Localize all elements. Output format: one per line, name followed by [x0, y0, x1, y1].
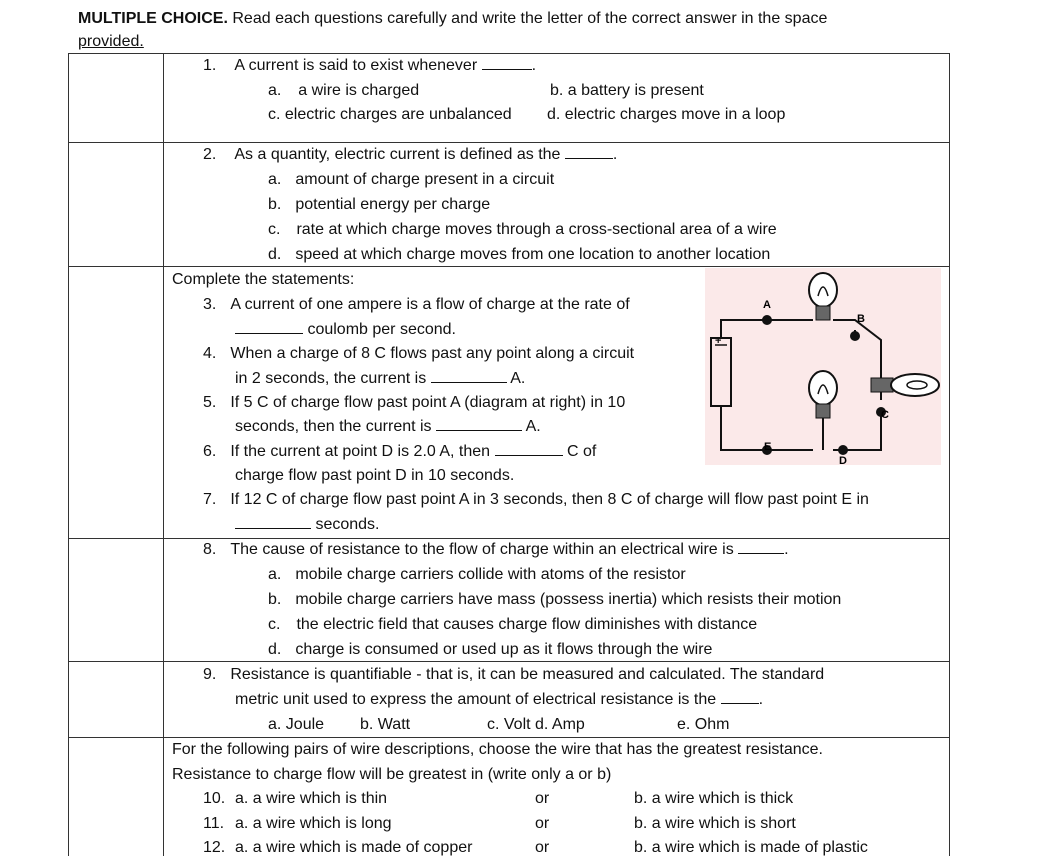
pairs-intro-line2: Resistance to charge flow will be greatest in (write only a or b): [172, 766, 612, 783]
question-1: 1. A current is said to exist whenever .: [203, 57, 537, 74]
label-d: D: [839, 455, 847, 465]
pair-row-num: 10.: [203, 790, 226, 807]
instructions: [78, 10, 827, 28]
q8-option-d: d. charge is consumed or used up as it flows through the wire: [268, 641, 713, 658]
table-row-divider: [68, 538, 950, 539]
pair-row-or: or: [535, 815, 550, 832]
question-8: 8. The cause of resistance to the flow of charge within an electrical wire is .: [203, 541, 789, 558]
table-border-right: [949, 53, 950, 856]
question-7: 7. If 12 C of charge flow past point A in 3 seconds, then 8 C of charge will flow past point E in: [203, 491, 869, 508]
q2-option-a: a. amount of charge present in a circuit: [268, 171, 555, 188]
table-row-divider: [68, 737, 950, 738]
point-b-dot: [850, 331, 860, 341]
pair-row-a: a. a wire which is made of copper: [235, 839, 473, 856]
answer-blank[interactable]: [235, 321, 303, 334]
pair-row-b: b. a wire which is short: [634, 815, 796, 832]
q9-option-e: e. Ohm: [677, 716, 730, 733]
circuit-diagram: [705, 268, 941, 465]
circuit-svg: [705, 268, 941, 465]
battery-plus-label: +: [715, 335, 722, 347]
answer-blank[interactable]: [436, 418, 522, 431]
section-title: MULTIPLE CHOICE.: [78, 10, 228, 27]
q1-option-a: a. a wire is charged: [268, 82, 420, 99]
question-6: 6. If the current at point D is 2.0 A, then C of: [203, 443, 597, 460]
label-b: B: [857, 313, 865, 325]
answer-blank[interactable]: [431, 370, 507, 383]
q1-option-c: c. electric charges are unbalanced: [268, 106, 512, 123]
q1-option-d: d. electric charges move in a loop: [547, 106, 786, 123]
q2-option-b: b. potential energy per charge: [268, 196, 491, 213]
q2-option-d: d. speed at which charge moves from one location to another location: [268, 246, 771, 263]
table-border-top: [68, 53, 950, 54]
question-5: 5. If 5 C of charge flow past point A (diagram at right) in 10: [203, 394, 626, 411]
instruction-text: Read each questions carefully and write the letter of the correct answer in the space: [232, 10, 828, 27]
question-7-line2: seconds.: [235, 516, 380, 534]
table-row-divider: [68, 142, 950, 143]
question-3-line2: coulomb per second.: [235, 321, 456, 339]
bulb-top-icon: [809, 273, 837, 320]
q9-option-a: a. Joule: [268, 716, 325, 733]
answer-blank[interactable]: [565, 146, 613, 159]
pair-row-or: or: [535, 839, 550, 856]
question-4-line2: in 2 seconds, the current is A.: [235, 370, 526, 387]
battery-icon: [711, 338, 731, 406]
label-e: E: [764, 441, 772, 453]
q8-option-a: a. mobile charge carriers collide with atoms of the resistor: [268, 566, 686, 583]
label-a: A: [763, 299, 771, 311]
point-a-dot: [762, 315, 772, 325]
pair-row-b: b. a wire which is made of plastic: [634, 839, 868, 856]
q9-option-b: b. Watt: [360, 716, 411, 733]
table-row-divider: [68, 266, 950, 267]
q1-option-b: b. a battery is present: [550, 82, 704, 99]
table-border-left: [68, 53, 69, 856]
question-9-line2: metric unit used to express the amount of electrical resistance is the .: [235, 691, 764, 708]
q9-option-cd: c. Volt d. Amp: [487, 716, 585, 733]
answer-blank[interactable]: [495, 443, 563, 456]
question-4: 4. When a charge of 8 C flows past any point along a circuit: [203, 345, 635, 362]
complete-heading: Complete the statements:: [172, 271, 355, 288]
pair-row-a: a. a wire which is long: [235, 815, 392, 832]
bulb-bottom-icon: [809, 371, 837, 450]
answer-blank[interactable]: [721, 691, 759, 704]
pair-row-b: b. a wire which is thick: [634, 790, 794, 807]
question-2: 2. As a quantity, electric current is defined as the .: [203, 146, 618, 163]
question-6-line2: charge flow past point D in 10 seconds.: [235, 467, 515, 484]
question-5-line2: seconds, then the current is A.: [235, 418, 541, 435]
pair-row-a: a. a wire which is thin: [235, 790, 388, 807]
question-3: 3. A current of one ampere is a flow of charge at the rate of: [203, 296, 630, 313]
pair-row-num: 11.: [203, 815, 225, 832]
label-c: C: [881, 409, 889, 421]
q2-option-c: c. rate at which charge moves through a cross-sectional area of a wire: [268, 221, 777, 238]
pairs-intro: For the following pairs of wire descriptions, choose the wire that has the greatest resistance.: [172, 741, 823, 758]
pair-row-num: 12.: [203, 839, 226, 856]
table-row-divider: [68, 661, 950, 662]
q8-option-b: b. mobile charge carriers have mass (possess inertia) which resists their motion: [268, 591, 842, 608]
q8-option-c: c. the electric field that causes charge flow diminishes with distance: [268, 616, 758, 633]
answer-blank[interactable]: [738, 541, 784, 554]
answer-blank[interactable]: [482, 57, 532, 70]
answer-column-divider: [163, 53, 164, 856]
point-d-dot: [838, 445, 848, 455]
instruction-line2: provided.: [78, 33, 144, 50]
question-9: 9. Resistance is quantifiable - that is, it can be measured and calculated. The standard: [203, 666, 825, 683]
pair-row-or: or: [535, 790, 550, 807]
answer-blank[interactable]: [235, 516, 311, 529]
